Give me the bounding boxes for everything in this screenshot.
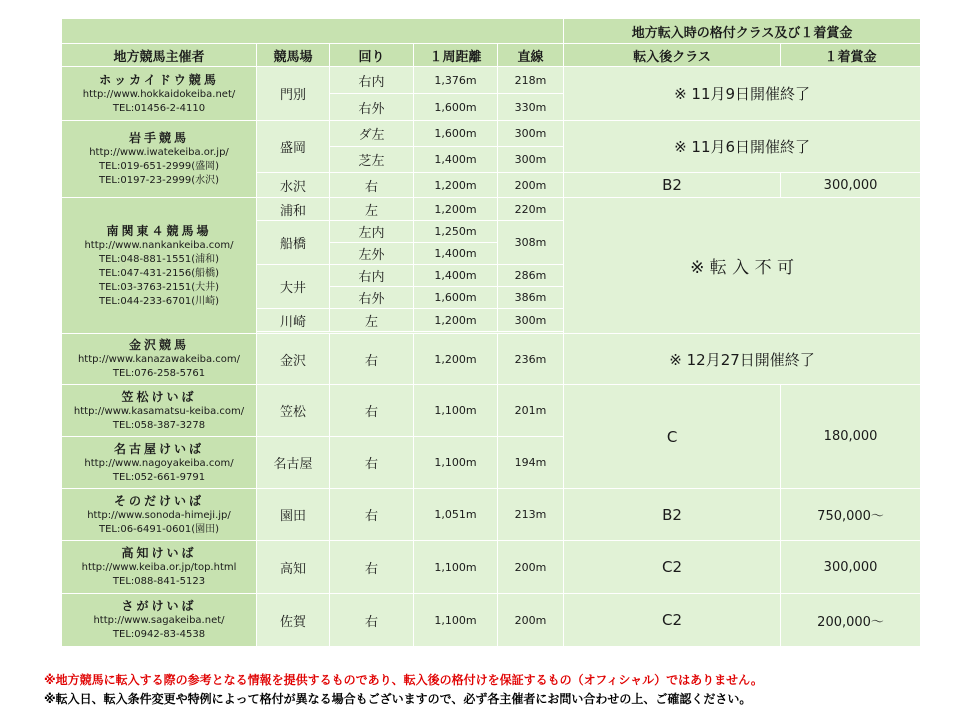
- organizer-tel: TEL:03-3763-2151(大井): [98, 281, 219, 293]
- organizer-iwate: [62, 121, 257, 198]
- organizer-url[interactable]: http://www.kasamatsu-keiba.com/: [73, 405, 245, 417]
- organizer-url[interactable]: http://www.hokkaidokeiba.net/: [82, 88, 236, 100]
- straight: 200m: [498, 541, 564, 594]
- venue-kochi: 高知: [257, 541, 330, 594]
- direction: 左: [330, 198, 414, 221]
- venue-saga: 佐賀: [257, 594, 330, 647]
- venue-sonoda: 園田: [257, 489, 330, 541]
- organizer-name: そのだけいば: [113, 493, 204, 508]
- direction: 芝左: [330, 147, 414, 173]
- organizer-name: 岩手競馬: [128, 131, 189, 145]
- col-class: 転入後クラス: [564, 44, 781, 67]
- direction: 右: [330, 385, 414, 437]
- direction: 左外: [330, 243, 414, 265]
- organizer-nagoya: [62, 437, 257, 489]
- organizer-name: 高知けいば: [121, 546, 197, 560]
- class-kochi: C2: [564, 541, 781, 594]
- col-distance: １周距離: [414, 44, 498, 67]
- organizer-kochi: [62, 541, 257, 594]
- straight: 200m: [498, 594, 564, 647]
- venue-kawasaki: 川崎: [257, 309, 330, 332]
- straight: 300m: [498, 147, 564, 173]
- prize-sonoda: 750,000～: [781, 489, 921, 541]
- distance: 1,250m: [414, 221, 498, 243]
- distance: 1,400m: [414, 243, 498, 265]
- organizer-tel: TEL:0197-23-2999(水沢): [98, 175, 219, 186]
- distance: 1,200m: [414, 173, 498, 198]
- straight: 308m: [498, 221, 564, 265]
- organizer-tel: TEL:044-233-6701(川崎): [98, 295, 219, 307]
- direction: 右外: [330, 94, 414, 121]
- organizer-tel: TEL:048-881-1551(浦和): [98, 253, 219, 265]
- organizer-name: さがけいば: [121, 599, 197, 613]
- organizer-name: 金沢競馬: [128, 338, 189, 352]
- note-kanazawa: ※ 12月27日開催終了: [564, 334, 921, 385]
- organizer-tel: TEL:052-661-9791: [112, 471, 206, 483]
- distance: 1,200m: [414, 309, 498, 332]
- prize-kochi: 300,000: [781, 541, 921, 594]
- organizer-url[interactable]: http://www.sonoda-himeji.jp/: [87, 509, 231, 521]
- organizer-name: 笠松けいば: [121, 389, 197, 404]
- col-organizer: 地方競馬主催者: [62, 44, 257, 67]
- col-venue: 競馬場: [257, 44, 330, 67]
- venue-mizusawa: 水沢: [257, 173, 330, 198]
- prize-saga: 200,000～: [781, 594, 921, 647]
- header-top-title: 地方転入時の格付クラス及び１着賞金: [564, 19, 921, 44]
- direction: 右: [330, 594, 414, 647]
- organizer-tel: TEL:058-387-3278: [112, 419, 206, 431]
- distance: 1,051m: [414, 489, 498, 541]
- class-saga: C2: [564, 594, 781, 647]
- organizer-url[interactable]: http://www.sagakeiba.net/: [93, 615, 225, 626]
- venue-funabashi: 船橋: [257, 221, 330, 265]
- note-minami-kanto: ※ 転 入 不 可: [564, 198, 921, 334]
- direction: 右: [330, 541, 414, 594]
- venue-ooi: 大井: [257, 265, 330, 309]
- organizer-name: 南関東４競馬場: [106, 223, 212, 238]
- col-direction: 回り: [330, 44, 414, 67]
- disclaimer-line-1: ※地方競馬に転入する際の参考となる情報を提供するものであり、転入後の格付けを保証するもの（オフィシャル）ではありません。: [44, 673, 763, 687]
- straight: 330m: [498, 94, 564, 121]
- distance: 1,100m: [414, 385, 498, 437]
- prize-tokai: 180,000: [781, 385, 921, 489]
- straight: 218m: [498, 67, 564, 94]
- straight: 200m: [498, 173, 564, 198]
- organizer-name: 名古屋けいば: [113, 441, 204, 456]
- direction: 右外: [330, 287, 414, 309]
- class-sonoda: B2: [564, 489, 781, 541]
- straight: 286m: [498, 265, 564, 287]
- venue-kanazawa: 金沢: [257, 334, 330, 385]
- direction: ダ左: [330, 121, 414, 147]
- organizer-kasamatsu: [62, 385, 257, 437]
- direction: 右: [330, 334, 414, 385]
- class-mizusawa: B2: [564, 173, 781, 198]
- straight: 213m: [498, 489, 564, 541]
- direction: 右内: [330, 265, 414, 287]
- organizer-url[interactable]: http://www.kanazawakeiba.com/: [77, 354, 241, 365]
- disclaimer-line-2: ※転入日、転入条件変更や特例によって格付が異なる場合もございますので、必ず各主催者にお問い合わせの上、ご確認ください。: [44, 692, 752, 706]
- direction: 右内: [330, 67, 414, 94]
- organizer-tel: TEL:0942-83-4538: [112, 629, 206, 640]
- distance: 1,600m: [414, 287, 498, 309]
- distance: 1,100m: [414, 437, 498, 489]
- organizer-minami-kanto: [62, 198, 257, 334]
- straight: 201m: [498, 385, 564, 437]
- distance: 1,600m: [414, 121, 498, 147]
- organizer-url[interactable]: http://www.keiba.or.jp/top.html: [81, 562, 237, 573]
- organizer-tel: TEL:047-431-2156(船橋): [98, 267, 219, 279]
- direction: 右: [330, 173, 414, 198]
- organizer-url[interactable]: http://www.iwatekeiba.or.jp/: [89, 147, 229, 158]
- distance: 1,400m: [414, 147, 498, 173]
- organizer-kanazawa: [62, 334, 257, 385]
- distance: 1,100m: [414, 541, 498, 594]
- distance: 1,200m: [414, 334, 498, 385]
- organizer-hokkaido: [62, 67, 257, 121]
- venue-nagoya: 名古屋: [257, 437, 330, 489]
- organizer-name: ホッカイドウ競馬: [99, 72, 219, 87]
- distance: 1,600m: [414, 94, 498, 121]
- straight: 220m: [498, 198, 564, 221]
- direction: 左内: [330, 221, 414, 243]
- straight: 386m: [498, 287, 564, 309]
- organizer-tel: TEL:088-841-5123: [112, 576, 206, 587]
- col-straight: 直線: [498, 44, 564, 67]
- organizer-tel: TEL:01456-2-4110: [112, 102, 206, 114]
- direction: 左: [330, 309, 414, 332]
- organizer-sonoda: [62, 489, 257, 541]
- organizer-url[interactable]: http://www.nagoyakeiba.com/: [84, 457, 234, 469]
- distance: 1,100m: [414, 594, 498, 647]
- class-tokai: C: [564, 385, 781, 489]
- transfer-class-table: [61, 18, 921, 647]
- direction: 右: [330, 489, 414, 541]
- organizer-tel: TEL:076-258-5761: [112, 368, 206, 379]
- note-hokkaido: ※ 11月9日開催終了: [564, 67, 921, 121]
- prize-mizusawa: 300,000: [781, 173, 921, 198]
- note-iwate: ※ 11月6日開催終了: [564, 121, 921, 173]
- straight: 194m: [498, 437, 564, 489]
- header-blank: [62, 19, 564, 44]
- straight: 300m: [498, 309, 564, 332]
- organizer-saga: [62, 594, 257, 647]
- distance: 1,376m: [414, 67, 498, 94]
- distance: 1,400m: [414, 265, 498, 287]
- direction: 右: [330, 437, 414, 489]
- straight: 300m: [498, 121, 564, 147]
- venue-morioka: 盛岡: [257, 121, 330, 173]
- organizer-tel: TEL:019-651-2999(盛岡): [98, 161, 219, 172]
- venue-kasamatsu: 笠松: [257, 385, 330, 437]
- organizer-url[interactable]: http://www.nankankeiba.com/: [84, 239, 234, 251]
- straight: 236m: [498, 334, 564, 385]
- venue-monbetsu: 門別: [257, 67, 330, 121]
- distance: 1,200m: [414, 198, 498, 221]
- organizer-tel: TEL:06-6491-0601(園田): [98, 523, 219, 535]
- venue-urawa: 浦和: [257, 198, 330, 221]
- col-prize: １着賞金: [781, 44, 921, 67]
